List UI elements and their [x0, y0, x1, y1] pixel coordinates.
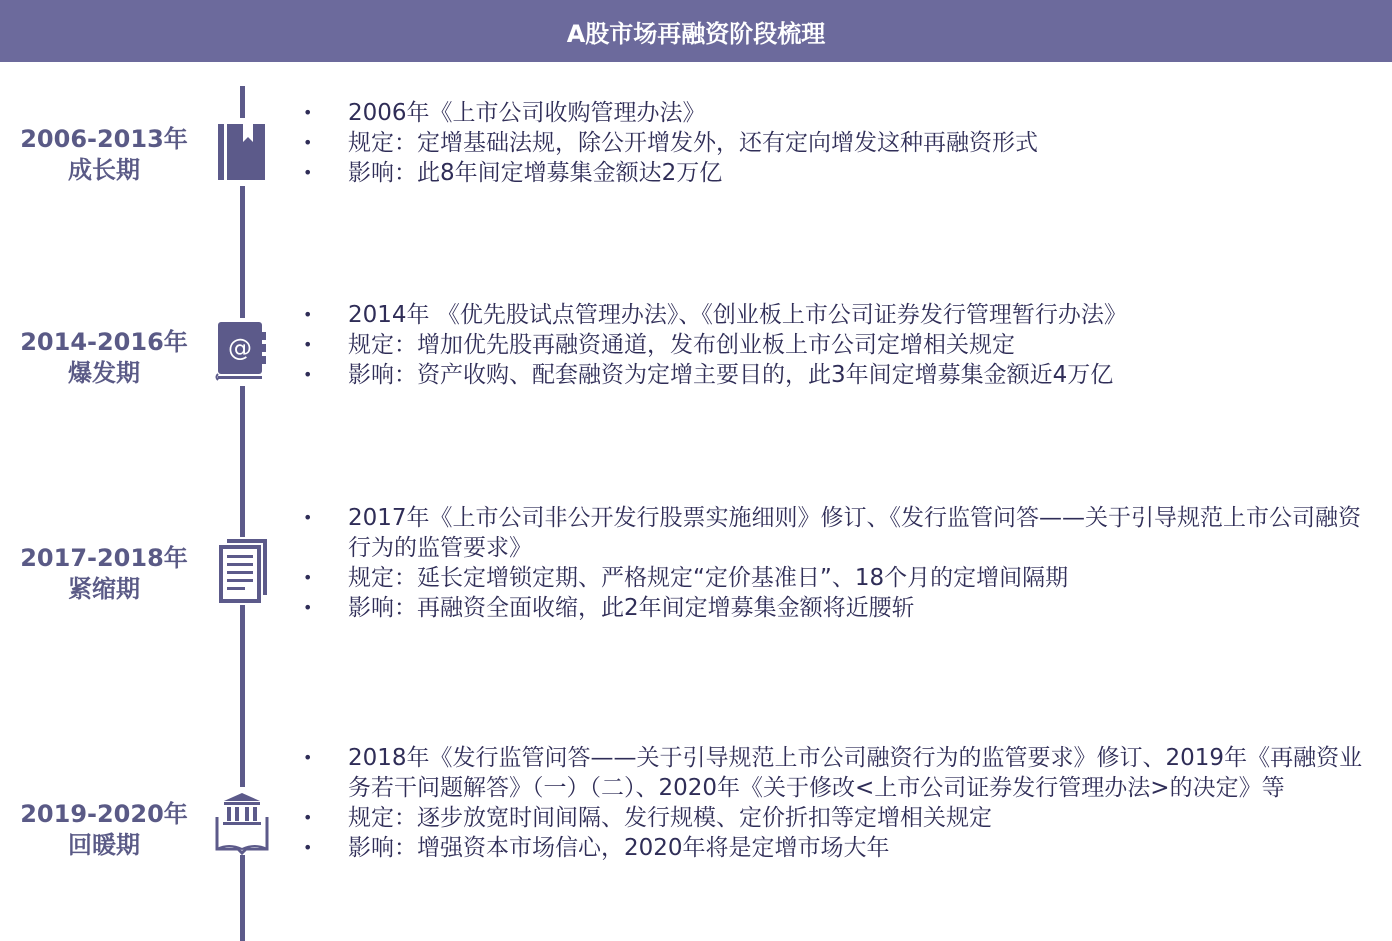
document-icon — [213, 537, 271, 605]
stage-bullet: • 规定：逐步放宽时间间隔、发行规模、定价折扣等定增相关规定 — [298, 803, 1368, 833]
stage-label-1 — [0, 124, 208, 186]
stage-bullet: • 影响：此8年间定增募集金额达2万亿 — [298, 158, 1368, 188]
stage-content-2 — [298, 300, 1368, 390]
stage-phase: 紧缩期 — [68, 575, 140, 603]
stage-bullet: • 影响：资产收购、配套融资为定增主要目的，此3年间定增募集金额近4万亿 — [298, 360, 1368, 390]
stage-phase: 回暖期 — [68, 831, 140, 859]
stage-label-2 — [0, 327, 208, 389]
svg-text:@: @ — [228, 334, 252, 362]
stage-bullet: • 规定：增加优先股再融资通道，发布创业板上市公司定增相关规定 — [298, 330, 1368, 360]
bank-book-icon — [213, 787, 271, 855]
stage-period: 2019-2020年 — [20, 800, 188, 828]
stage-bullet: • 影响：再融资全面收缩，此2年间定增募集金额将近腰斩 — [298, 593, 1368, 623]
stage-bullet: • 2017年《上市公司非公开发行股票实施细则》修订、《发行监管问答——关于引导规范上市公司融资行为的监管要求》 — [298, 503, 1368, 563]
stage-label-4 — [0, 799, 208, 861]
page-title: A股市场再融资阶段梳理 — [566, 19, 826, 48]
stage-bullet: • 2014年 《优先股试点管理办法》、《创业板上市公司证券发行管理暂行办法》 — [298, 300, 1368, 330]
stage-content-1 — [298, 98, 1368, 188]
stage-period: 2017-2018年 — [20, 544, 188, 572]
stage-label-3 — [0, 543, 208, 605]
stage-content-4 — [298, 743, 1368, 863]
stage-bullet: • 规定：延长定增锁定期、严格规定“定价基准日”、18个月的定增间隔期 — [298, 563, 1368, 593]
stage-phase: 成长期 — [68, 156, 140, 184]
stage-phase: 爆发期 — [68, 359, 140, 387]
stage-period: 2006-2013年 — [20, 125, 188, 153]
stage-bullet: • 2018年《发行监管问答——关于引导规范上市公司融资行为的监管要求》修订、2019年《再融资业务若干问题解答》（一）（二）、2020年《关于修改<上市公司证券发行管理办法>的决定》等 — [298, 743, 1368, 803]
address-book-icon — [213, 318, 271, 386]
stage-bullet: • 规定：定增基础法规，除公开增发外，还有定向增发这种再融资形式 — [298, 128, 1368, 158]
stage-bullet: • 2006年《上市公司收购管理办法》 — [298, 98, 1368, 128]
stage-content-3 — [298, 503, 1368, 623]
book-icon — [213, 118, 271, 186]
stage-period: 2014-2016年 — [20, 328, 188, 356]
stage-bullet: • 影响：增强资本市场信心，2020年将是定增市场大年 — [298, 833, 1368, 863]
page-header — [0, 0, 1392, 62]
